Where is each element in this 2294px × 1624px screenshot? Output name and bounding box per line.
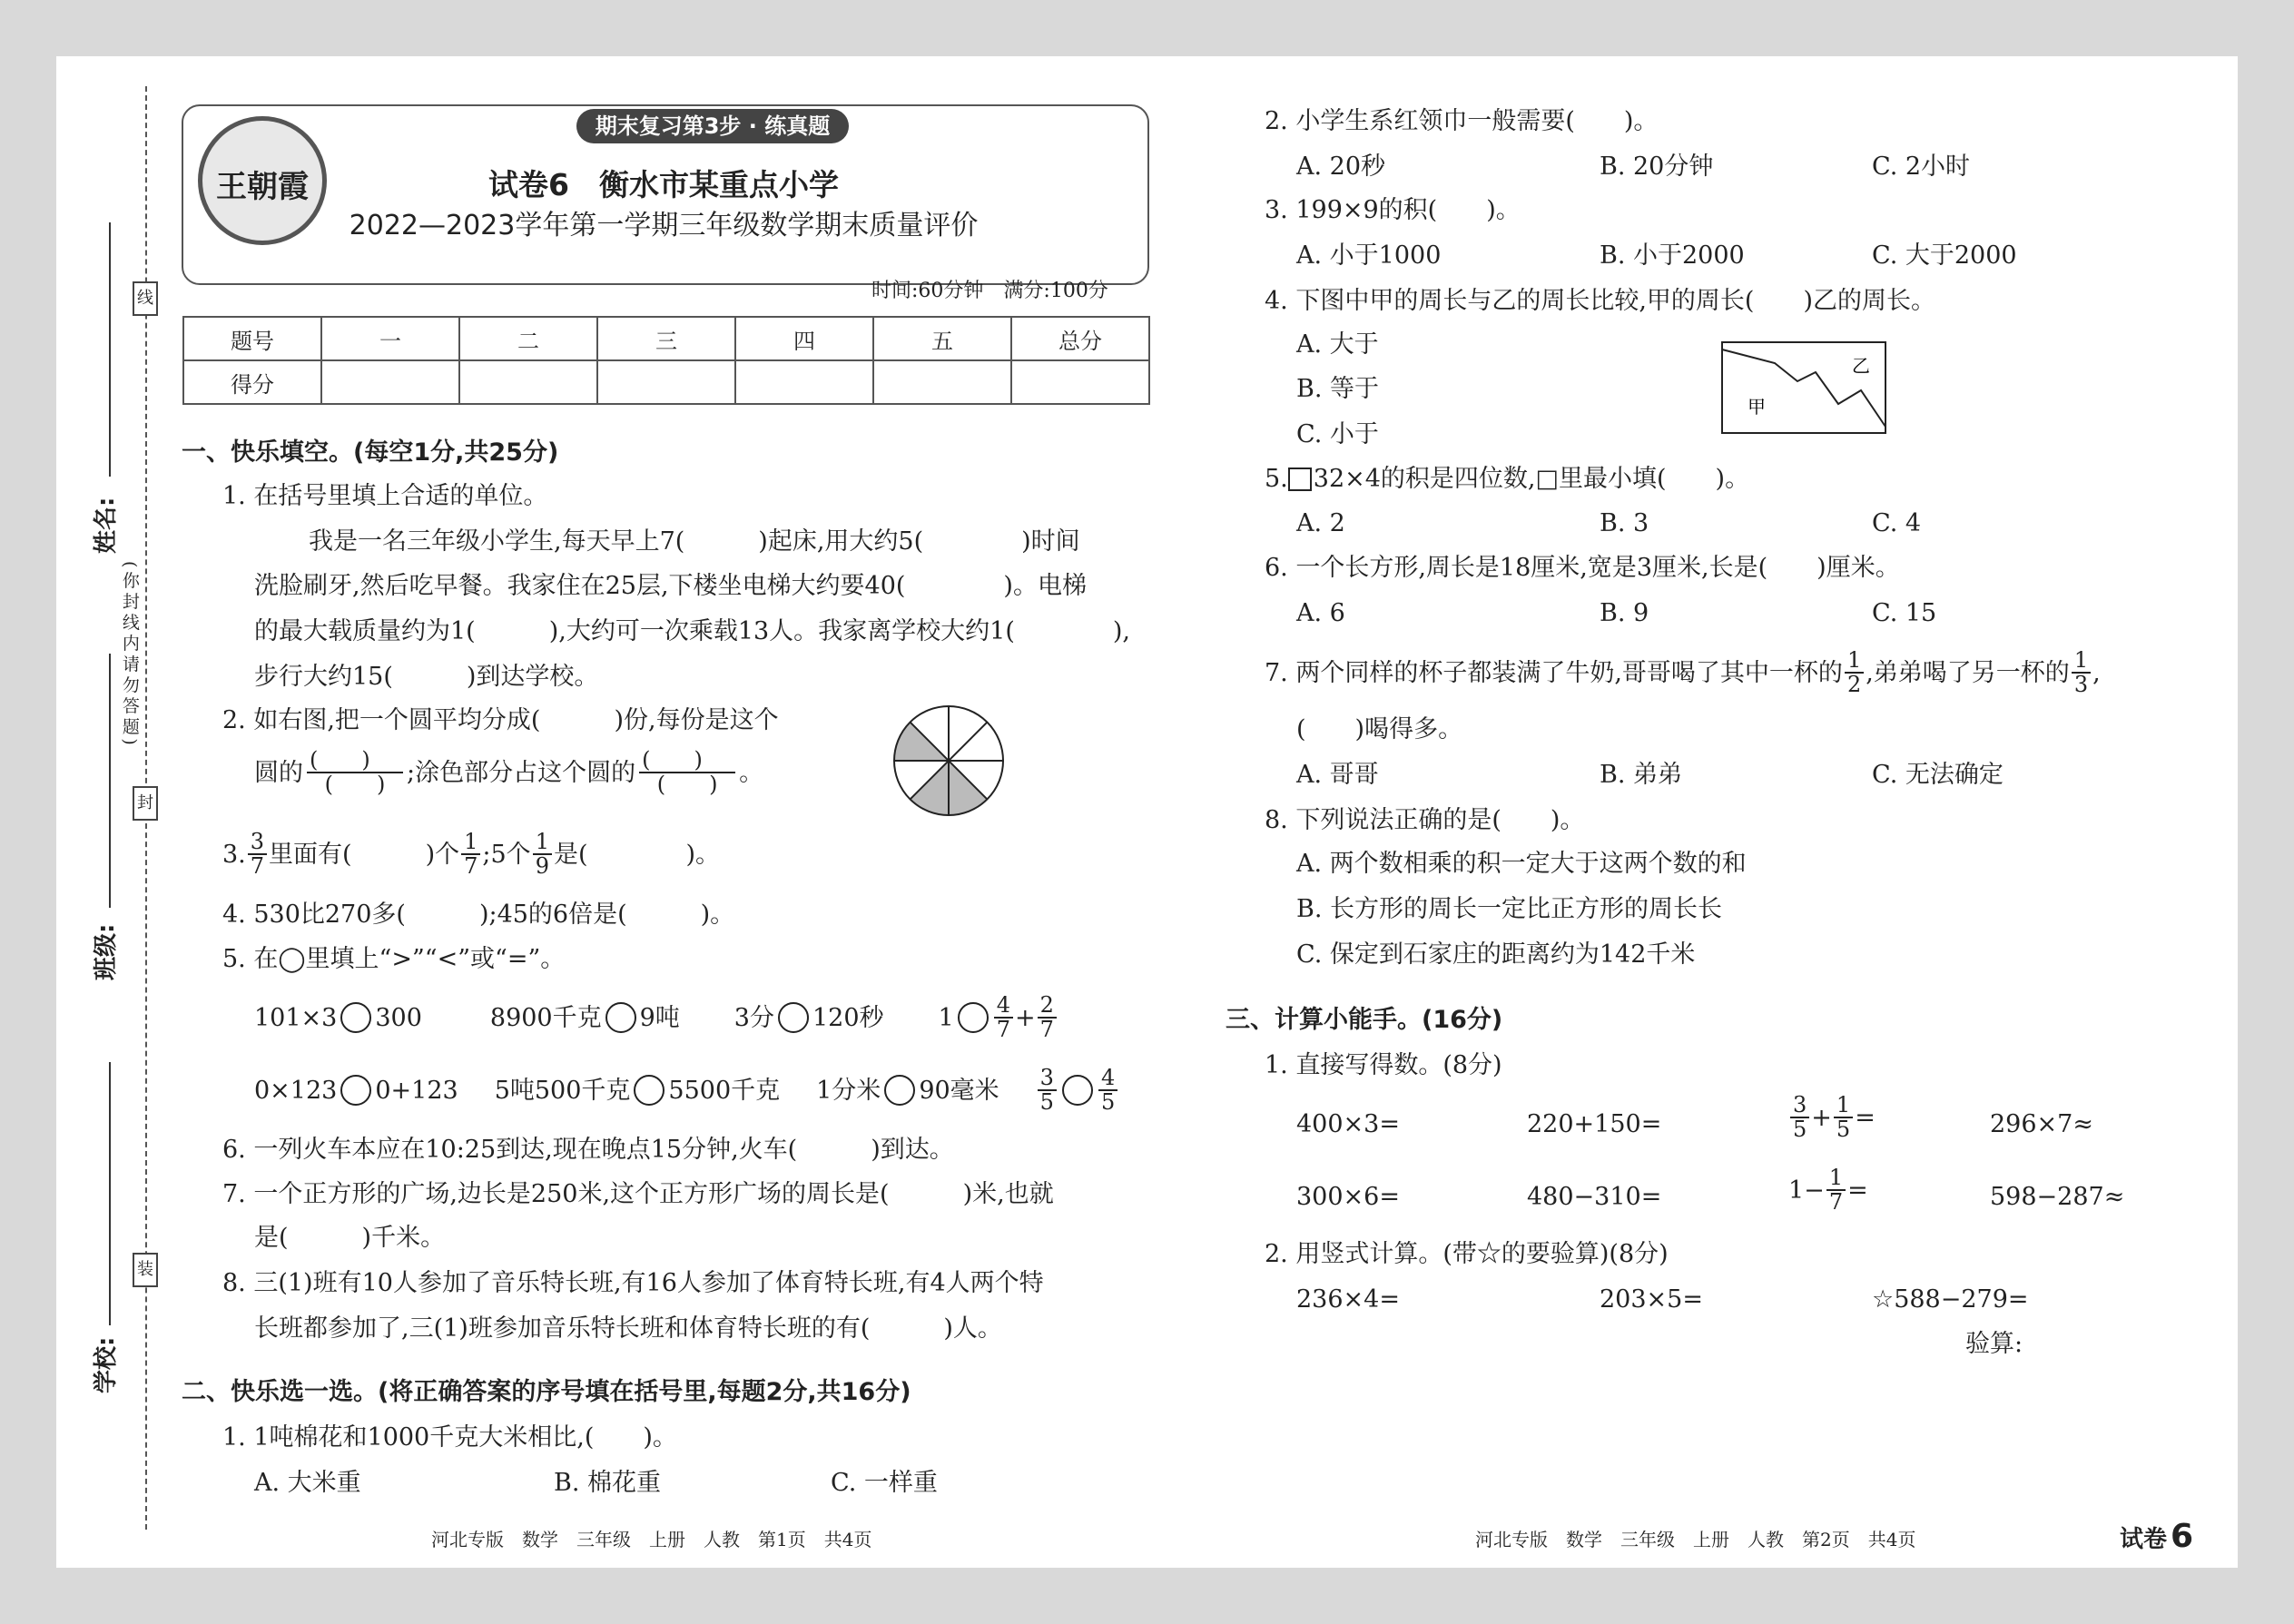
s2-q3-opt-b[interactable]: B. 小于2000 <box>1600 241 1745 270</box>
s2-q2-opt-a[interactable]: A. 20秒 <box>1296 153 1386 181</box>
s1-q8-line2: 长班都参加了,三(1)班参加音乐特长班和体育特长班的有( )人。 <box>254 1314 1002 1343</box>
s2-q1-opt-c[interactable]: C. 一样重 <box>831 1469 938 1497</box>
perimeter-figure <box>1720 340 1888 436</box>
page-footer-left: 河北专版 数学 三年级 上册 人教 第1页 共4页 <box>431 1529 872 1550</box>
score-cell[interactable] <box>1011 360 1149 404</box>
s2-q1-opt-b[interactable]: B. 棉花重 <box>554 1469 662 1497</box>
s2-q7-line2: ( )喝得多。 <box>1296 715 1463 743</box>
class-field[interactable] <box>109 654 111 908</box>
score-header: 题号 <box>183 317 321 360</box>
seal-mark: 封 <box>133 786 158 821</box>
calc-4: 296×7≈ <box>1990 1110 2093 1138</box>
section2-title: 二、快乐选一选。(将正确答案的序号填在括号里,每题2分,共16分) <box>182 1378 911 1406</box>
fraction: $\frac{3}{7}$ <box>248 831 267 878</box>
s2-q7-opt-b[interactable]: B. 弟弟 <box>1600 761 1683 789</box>
section3-title: 三、计算小能手。(16分) <box>1226 1006 1503 1034</box>
s2-q1-opt-a[interactable]: A. 大米重 <box>254 1469 361 1497</box>
compare-circle[interactable] <box>884 1075 915 1106</box>
calc-3: $\frac{3}{5}$ + $\frac{1}{5}$ = <box>1788 1094 1876 1141</box>
s2-q7-opt-a[interactable]: A. 哥哥 <box>1296 761 1379 789</box>
page-footer-right: 河北专版 数学 三年级 上册 人教 第2页 共4页 <box>1475 1529 1916 1550</box>
compare-circle[interactable] <box>340 1002 371 1033</box>
s2-q6: 6. 一个长方形,周长是18厘米,宽是3厘米,长是( )厘米。 <box>1265 554 1900 582</box>
score-header: 四 <box>735 317 873 360</box>
s2-q8: 8. 下列说法正确的是( )。 <box>1265 806 1585 834</box>
score-header: 二 <box>459 317 597 360</box>
vertical-calc-1: 236×4= <box>1296 1285 1400 1314</box>
calc-5: 300×6= <box>1296 1183 1400 1211</box>
s1-q1-line2: 洗脸刷牙,然后吃早餐。我家住在25层,下楼坐电梯大约要40( )。电梯 <box>254 572 1087 600</box>
fraction: $\frac{2}{7}$ <box>1038 994 1057 1041</box>
s2-q6-opt-a[interactable]: A. 6 <box>1296 599 1345 627</box>
vertical-calc-2: 203×5= <box>1600 1285 1703 1314</box>
s2-q4: 4. 下图中甲的周长与乙的周长比较,甲的周长( )乙的周长。 <box>1265 287 1935 315</box>
class-label: 班级: <box>93 923 120 980</box>
publisher-logo: 王朝霞 <box>198 116 327 245</box>
score-cell[interactable] <box>321 360 459 404</box>
s2-q6-opt-c[interactable]: C. 15 <box>1872 599 1937 627</box>
compare-circle[interactable] <box>778 1002 809 1033</box>
s1-q7-line1: 7. 一个正方形的广场,边长是250米,这个正方形广场的周长是( )米,也就 <box>222 1180 1054 1208</box>
fraction: $\frac{3}{5}$ <box>1038 1067 1057 1114</box>
s1-q2-text-c: 。 <box>739 758 764 787</box>
s3-q1: 1. 直接写得数。(8分) <box>1265 1051 1502 1079</box>
s1-q1-line4: 步行大约15( )到达学校。 <box>254 663 599 691</box>
calc-2: 220+150= <box>1527 1110 1662 1138</box>
s3-q2: 2. 用竖式计算。(带☆的要验算)(8分) <box>1265 1240 1669 1268</box>
s2-q1: 1. 1吨棉花和1000千克大米相比,( )。 <box>222 1423 677 1452</box>
score-cell[interactable] <box>459 360 597 404</box>
s2-q5: 5. 32×4的积是四位数,□里最小填( )。 <box>1265 465 1750 493</box>
s1-q6: 6. 一列火车本应在10:25到达,现在晚点15分钟,火车( )到达。 <box>222 1136 954 1164</box>
s2-q2-opt-c[interactable]: C. 2小时 <box>1872 153 1971 181</box>
fraction: $\frac{3}{5}$ <box>1790 1094 1809 1141</box>
s2-q8-opt-c[interactable]: C. 保定到石家庄的距离约为142千米 <box>1296 940 1696 969</box>
s1-q2-line1: 2. 如右图,把一个圆平均分成( )份,每份是这个 <box>222 706 779 734</box>
compare-circle[interactable] <box>1062 1075 1093 1106</box>
section1-title: 一、快乐填空。(每空1分,共25分) <box>182 438 559 467</box>
divided-circle-figure <box>890 702 1008 820</box>
binding-note: (你封线内请勿答题) <box>119 561 140 749</box>
name-label: 姓名: <box>93 497 120 554</box>
exam-subtitle: 2022—2023学年第一学期三年级数学期末质量评价 <box>349 210 979 241</box>
paper-tag: 试卷 6 <box>2120 1518 2194 1555</box>
time-info: 时间:60分钟 满分:100分 <box>871 280 1108 302</box>
s1-q2-text-b: ;涂色部分占这个圆的 <box>407 758 636 787</box>
score-header: 五 <box>873 317 1011 360</box>
s2-q8-opt-b[interactable]: B. 长方形的周长一定比正方形的周长长 <box>1296 895 1723 923</box>
s2-q3: 3. 199×9的积( )。 <box>1265 196 1521 224</box>
score-cell[interactable] <box>735 360 873 404</box>
s2-q8-opt-a[interactable]: A. 两个数相乘的积一定大于这两个数的和 <box>1296 850 1747 878</box>
blank-square[interactable] <box>1288 468 1312 491</box>
s1-q3: 3. $\frac{3}{7}$ 里面有( )个 $\frac{1}{7}$ ;5个 $\frac{1}{9}$ 是( )。 <box>222 829 721 880</box>
bind-mark: 装 <box>133 1253 158 1287</box>
s2-q5-opt-b[interactable]: B. 3 <box>1600 509 1649 537</box>
compare-circle[interactable] <box>634 1075 665 1106</box>
s2-q3-opt-a[interactable]: A. 小于1000 <box>1296 241 1442 270</box>
compare-circle[interactable] <box>340 1075 371 1106</box>
calc-6: 480−310= <box>1527 1183 1662 1211</box>
s1-q1-line1: 我是一名三年级小学生,每天早上7( )起床,用大约5( )时间 <box>309 527 1080 556</box>
s2-q2: 2. 小学生系红领巾一般需要( )。 <box>1265 107 1659 135</box>
s2-q7-line1: 7. 两个同样的杯子都装满了牛奶,哥哥喝了其中一杯的 $\frac{1}{2}$ ,弟弟喝了另一杯的 $\frac{1}{3}$ , <box>1265 647 2101 698</box>
s1-q2-text-a: 圆的 <box>254 758 303 787</box>
school-label: 学校: <box>93 1336 120 1393</box>
check-label: 验算: <box>1965 1330 2023 1358</box>
calc-7: 1− $\frac{1}{7}$ = <box>1788 1165 1868 1216</box>
calc-8: 598−287≈ <box>1990 1183 2125 1211</box>
compare-circle[interactable] <box>958 1002 989 1033</box>
s2-q4-opt-b[interactable]: B. 等于 <box>1296 375 1380 403</box>
compare-circle[interactable] <box>605 1002 636 1033</box>
score-header: 总分 <box>1011 317 1149 360</box>
s2-q5-opt-a[interactable]: A. 2 <box>1296 509 1345 537</box>
s2-q4-opt-c[interactable]: C. 小于 <box>1296 420 1379 448</box>
line-mark: 线 <box>133 281 158 316</box>
score-header: 一 <box>321 317 459 360</box>
blank-fraction[interactable]: $\frac{( )}{( )}$ <box>305 749 405 796</box>
figure-label-jia: 甲 <box>1748 396 1766 418</box>
step-badge: 期末复习第3步 · 练真题 <box>576 109 849 143</box>
vertical-calc-3: ☆588−279= <box>1872 1285 2029 1314</box>
name-field[interactable] <box>109 222 111 477</box>
fraction: $\frac{4}{5}$ <box>1098 1067 1117 1114</box>
fraction: $\frac{1}{7}$ <box>461 831 480 878</box>
s1-q8-line1: 8. 三(1)班有10人参加了音乐特长班,有16人参加了体育特长班,有4人两个特 <box>222 1269 1044 1297</box>
s1-q1-line3: 的最大载质量约为1( ),大约可一次乘载13人。我家离学校大约1( ), <box>254 617 1131 645</box>
s1-q5-row1: 101×3 300 8900千克 9吨 3分 120秒 1 $\frac{4}{7}$ + $\frac{2}{7}$ <box>254 994 1058 1041</box>
s2-q6-opt-b[interactable]: B. 9 <box>1600 599 1649 627</box>
fraction: $\frac{1}{2}$ <box>1845 649 1864 696</box>
fraction: $\frac{1}{7}$ <box>1826 1166 1846 1214</box>
score-cell[interactable] <box>873 360 1011 404</box>
s1-q1: 1. 在括号里填上合适的单位。 <box>222 482 548 510</box>
score-table <box>182 316 1150 405</box>
exam-title: 试卷6 衡水市某重点小学 <box>488 167 839 202</box>
s1-q4: 4. 530比270多( );45的6倍是( )。 <box>222 901 735 929</box>
s2-q7-opt-c[interactable]: C. 无法确定 <box>1872 761 2004 789</box>
s2-q3-opt-c[interactable]: C. 大于2000 <box>1872 241 2017 270</box>
score-cell[interactable] <box>597 360 735 404</box>
s1-q5-row2: 0×123 0+123 5吨500千克 5500千克 1分米 90毫米 $\frac{3}{5}$ $\frac{4}{5}$ <box>254 1067 1119 1114</box>
s1-q5: 5. 在◯里填上“>”“<”或“=”。 <box>222 945 566 973</box>
fraction: $\frac{4}{7}$ <box>994 994 1013 1041</box>
s1-q2-line2 <box>254 749 763 796</box>
school-field[interactable] <box>109 1062 111 1325</box>
s1-q7-line2: 是( )千米。 <box>254 1224 446 1252</box>
fraction: $\frac{1}{3}$ <box>2072 649 2091 696</box>
fraction: $\frac{1}{5}$ <box>1834 1094 1853 1141</box>
figure-label-yi: 乙 <box>1852 355 1870 377</box>
score-row-label: 得分 <box>183 360 321 404</box>
blank-fraction[interactable]: $\frac{( )}{( )}$ <box>637 749 737 796</box>
s2-q5-opt-c[interactable]: C. 4 <box>1872 509 1922 537</box>
fraction: $\frac{1}{9}$ <box>533 831 552 878</box>
s2-q2-opt-b[interactable]: B. 20分钟 <box>1600 153 1714 181</box>
s2-q4-opt-a[interactable]: A. 大于 <box>1296 330 1379 359</box>
score-header: 三 <box>597 317 735 360</box>
calc-1: 400×3= <box>1296 1110 1400 1138</box>
